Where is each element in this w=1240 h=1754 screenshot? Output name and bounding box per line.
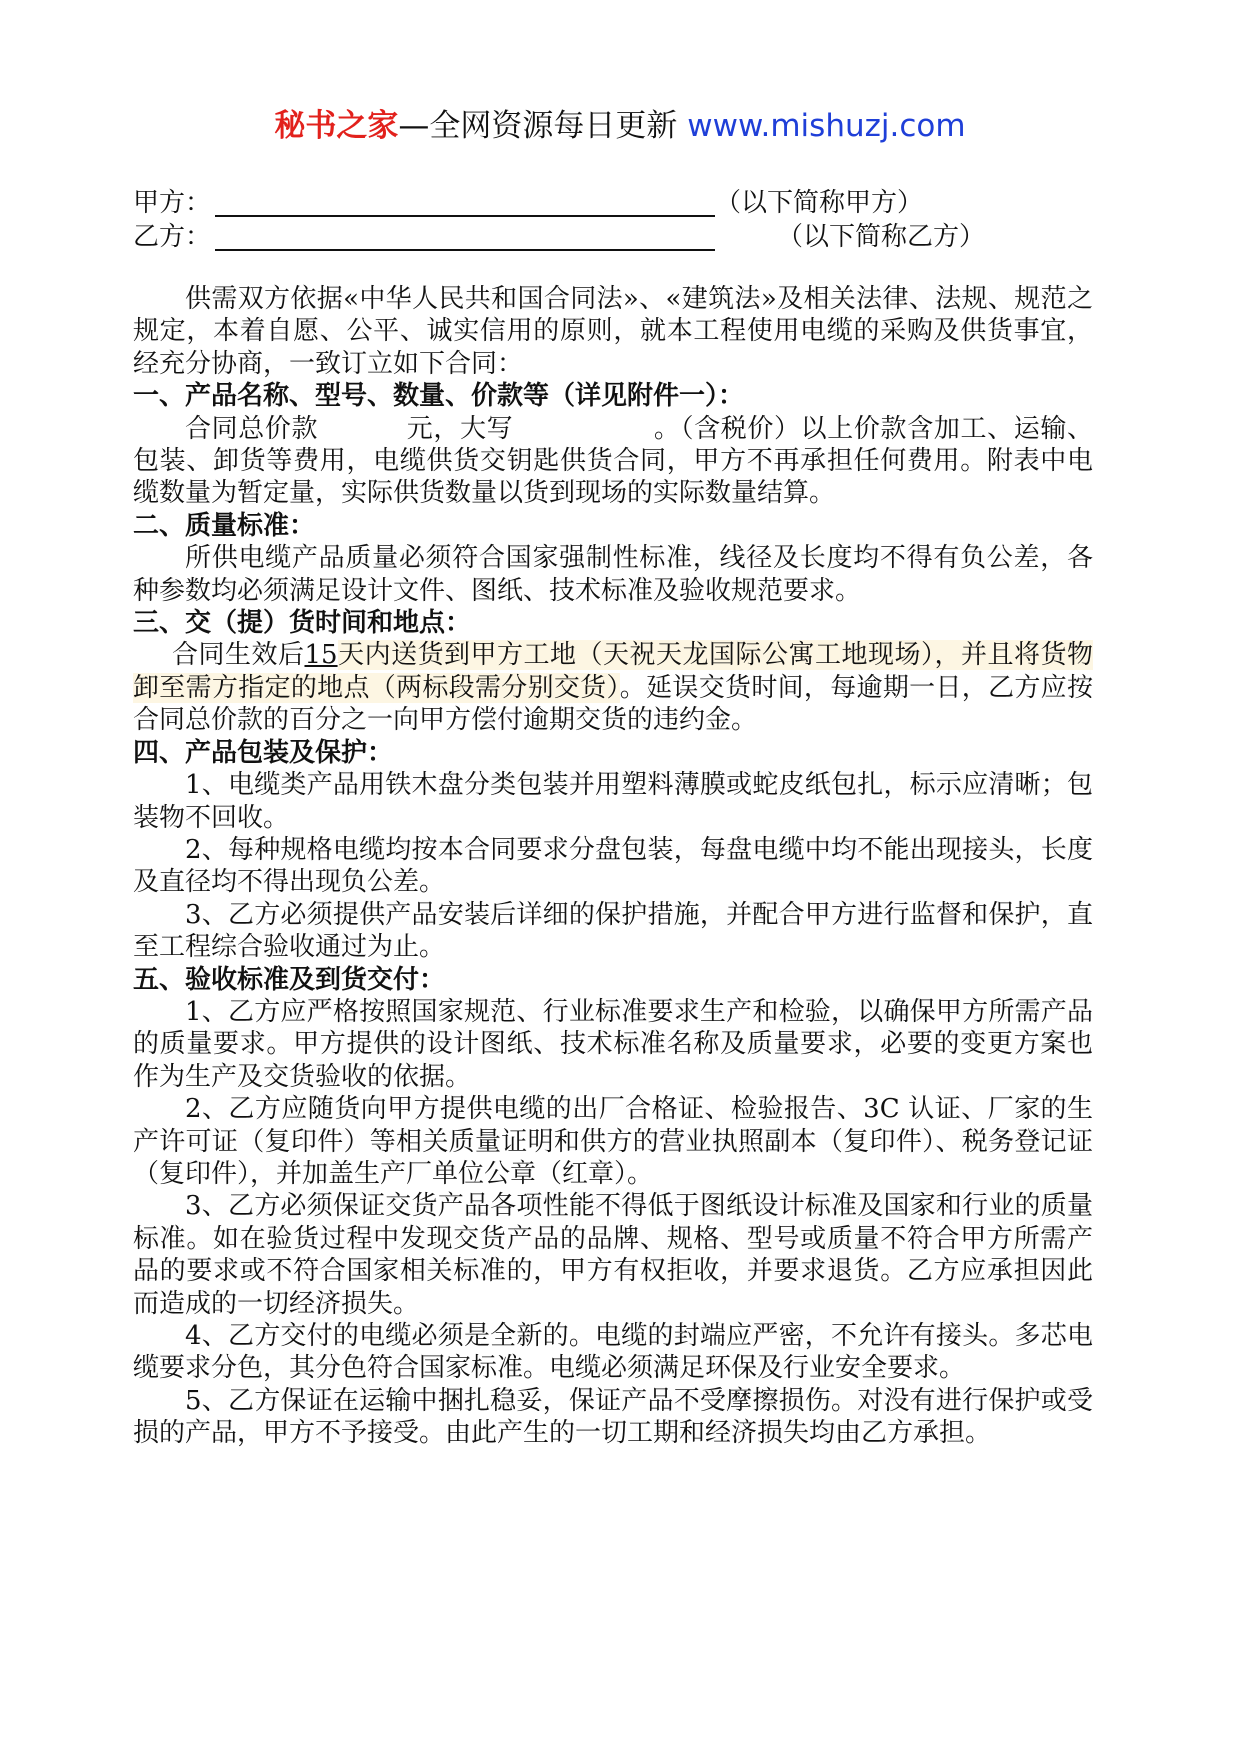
contract-body: [133, 283, 1093, 1450]
banner-tagline: —全网资源每日更新: [398, 108, 678, 144]
section-1-paragraph: [133, 413, 1093, 510]
section-2-title: 二、质量标准：: [133, 510, 316, 541]
intro-paragraph: 供需双方依据«中华人民共和国合同法»、«建筑法»及相关法律、法规、规范之规定，本着自愿、公平、诚实信用的原则，就本工程使用电缆的采购及供货事宜，经充分协商，一致订立如下合同：: [133, 284, 1093, 379]
section-5-item: 2、乙方应随货向甲方提供电缆的出厂合格证、检验报告、3C 认证、厂家的生产许可证（复印件）等相关质量证明和供方的营业执照副本（复印件）、税务登记证（复印件），并加盖生产厂单位公章（红章）。: [133, 1094, 1093, 1189]
section-1-title: 一、产品名称、型号、数量、价款等（详见附件一）：: [133, 381, 745, 412]
section-4-item: 2、每种规格电缆均按本合同要求分盘包装，每盘电缆中均不能出现接头，长度及直径均不得出现负公差。: [133, 834, 1093, 898]
section-4-title: 四、产品包装及保护：: [133, 737, 394, 768]
party-b-line: [133, 220, 985, 254]
delivery-location: 天内送货到甲方工地（天祝天龙国际公寓工地现场），并且将货物卸至需方指定的地点（两标段需分别交货）: [133, 640, 1093, 703]
section-5-item: 1、乙方应严格按照国家规范、行业标准要求生产和检验，以确保甲方所需产品的质量要求。甲方提供的设计图纸、技术标准名称及质量要求，必要的变更方案也作为生产及交货验收的依据。: [133, 996, 1093, 1092]
delivery-penalty: 。延误交货时间，每逾期一日，乙方应按合同总价款的百分之一向甲方偿付逾期交货的违约金。: [133, 672, 1093, 736]
section-4-item: 1、电缆类产品用铁木盘分类包装并用塑料薄膜或蛇皮纸包扎，标示应清晰；包装物不回收。: [133, 770, 1093, 833]
delivery-days: 15: [304, 640, 338, 671]
section-5-title: 五、验收标准及到货交付：: [133, 964, 446, 995]
party-a-line: [133, 186, 923, 220]
site-url[interactable]: www.mishuzj.com: [687, 108, 966, 144]
site-banner: [0, 104, 1240, 148]
price-terms: 。（含税价）以上价款含加工、运输、包装、卸货等费用，电缆供货交钥匙供货合同，甲方不再承担任何费用。附表中电缆数量为暂定量，实际供货数量以货到现场的实际数量结算。: [133, 413, 1093, 509]
section-5-item: 4、乙方交付的电缆必须是全新的。电缆的封端应严密，不允许有接头。多芯电缆要求分色，其分色符合国家标准。电缆必须满足环保及行业安全要求。: [133, 1321, 1093, 1384]
section-2-paragraph: 所供电缆产品质量必须符合国家强制性标准，线径及长度均不得有负公差，各种参数均必须满足设计文件、图纸、技术标准及验收规范要求。: [133, 543, 1093, 606]
section-4-item: 3、乙方必须提供产品安装后详细的保护措施，并配合甲方进行监督和保护，直至工程综合验收通过为止。: [133, 899, 1093, 963]
brand-name: 秘书之家: [274, 108, 399, 144]
party-a-note: （以下简称甲方）: [715, 188, 924, 218]
delivery-text-a: 合同生效后: [172, 640, 305, 671]
party-b-label: 乙方：: [133, 222, 212, 252]
party-a-blank: [215, 189, 715, 217]
party-b-blank: [215, 223, 715, 251]
section-3-title: 三、交（提）货时间和地点：: [133, 608, 472, 639]
price-label: 合同总价款: [185, 413, 319, 444]
section-3-paragraph: [133, 639, 1093, 736]
section-5-item: 5、乙方保证在运输中捆扎稳妥，保证产品不受摩擦损伤。对没有进行保护或受损的产品，甲方不予接受。由此产生的一切工期和经济损失均由乙方承担。: [133, 1385, 1093, 1449]
section-5-item: 3、乙方必须保证交货产品各项性能不得低于图纸设计标准及国家和行业的质量标准。如在验货过程中发现交货产品的品牌、规格、型号或质量不符合甲方所需产品的要求或不符合国家相关标准的，甲方有权拒收，并要求退货。乙方应承担因此而造成的一切经济损失。: [133, 1191, 1093, 1319]
party-a-label: 甲方：: [133, 188, 212, 218]
party-b-note: （以下简称乙方）: [777, 222, 986, 252]
price-words-label: 元，大写: [406, 413, 514, 444]
